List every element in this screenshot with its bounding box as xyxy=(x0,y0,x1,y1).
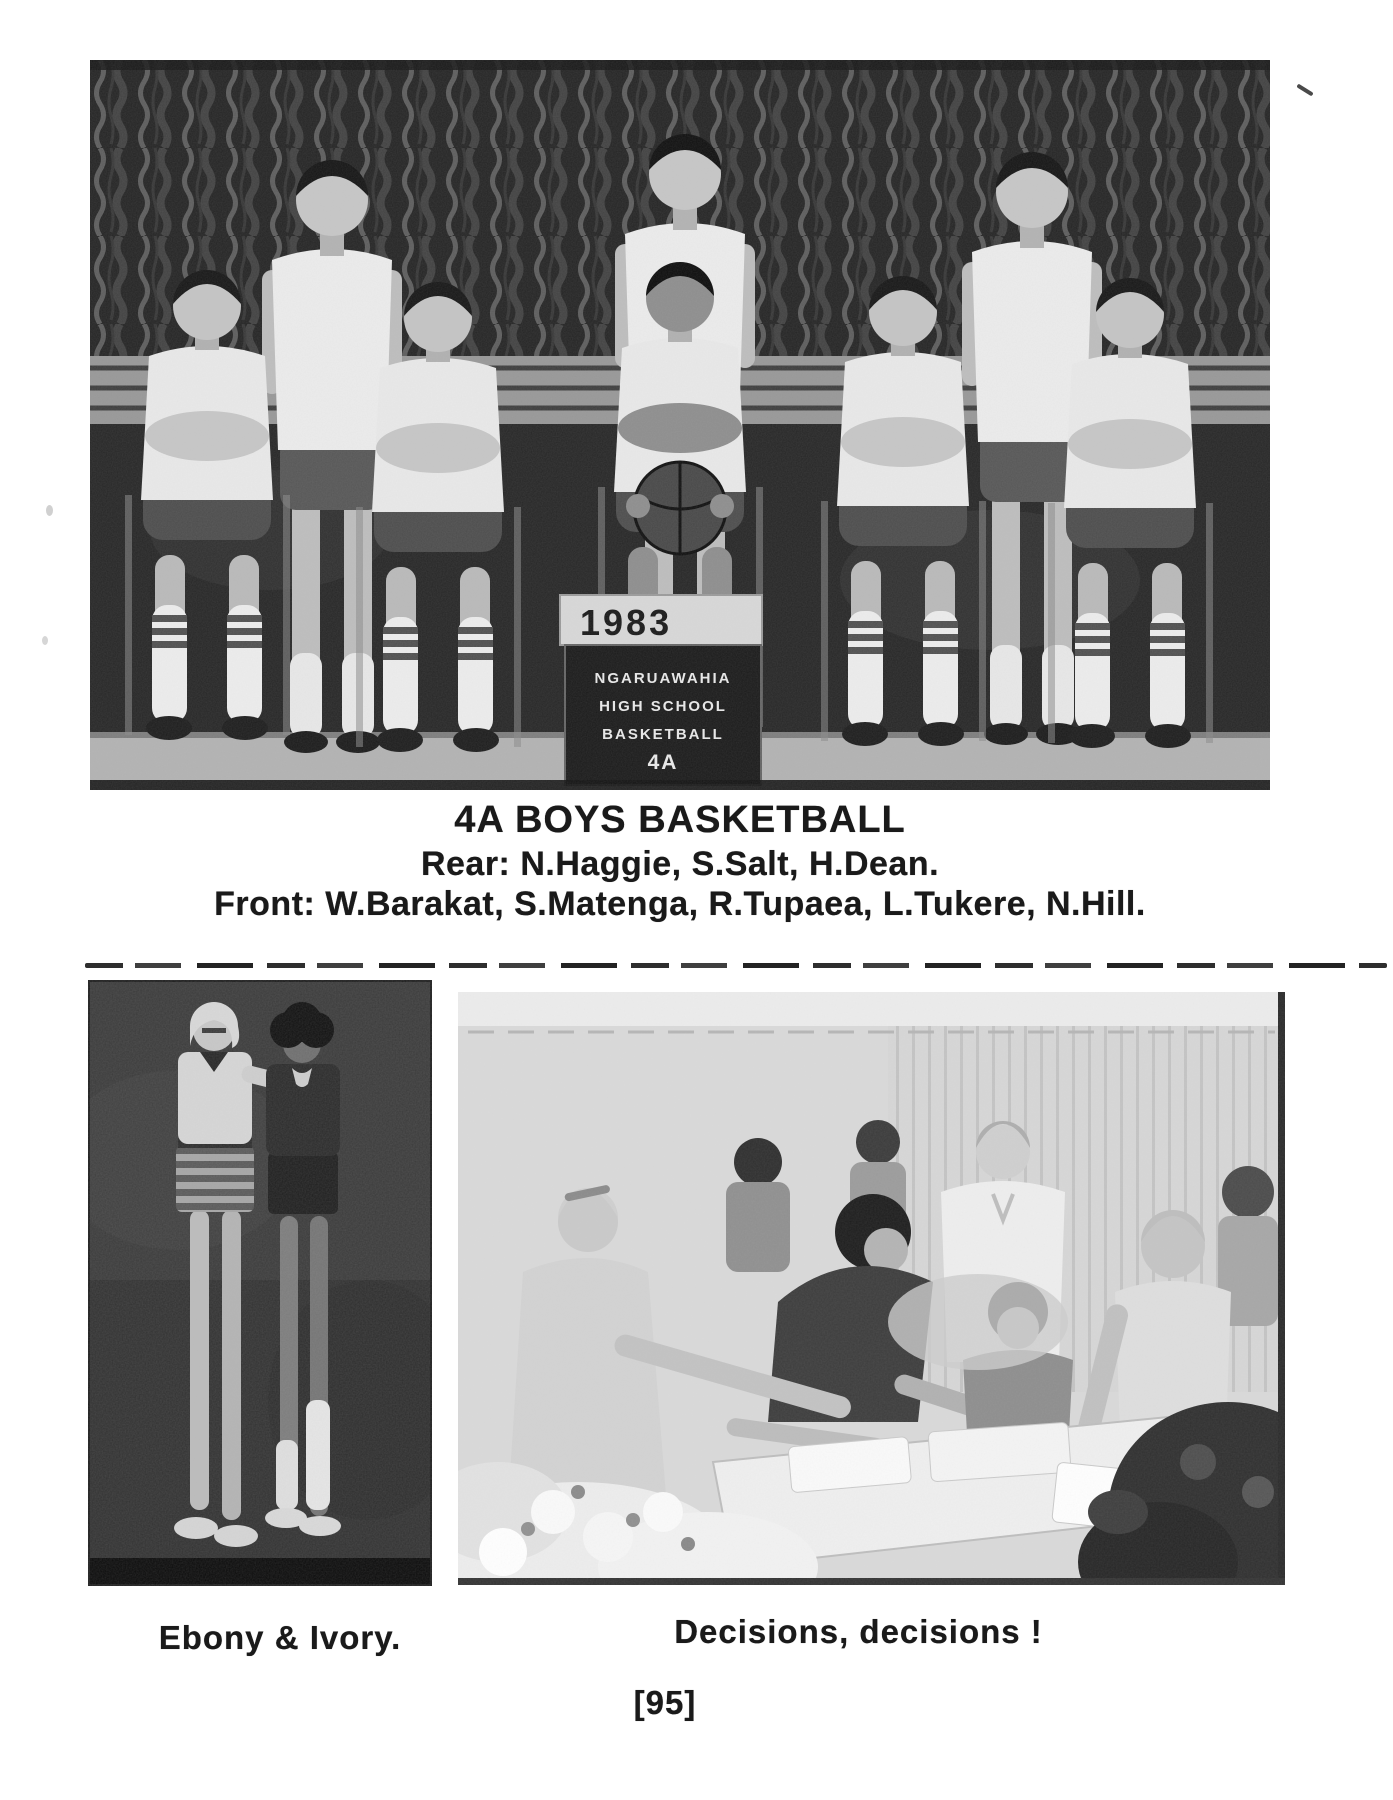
sign-school-line1: NGARUAWAHIA xyxy=(594,670,732,687)
sign-team-grade: 4A xyxy=(647,751,679,774)
sign-year: 1983 xyxy=(580,602,673,643)
team-caption-title: 4A BOYS BASKETBALL xyxy=(454,799,906,841)
team-caption-rear: Rear: N.Haggie, S.Salt, H.Dean. xyxy=(420,845,940,883)
sign-school-line2: HIGH SCHOOL xyxy=(599,698,727,715)
caption-ebony-ivory: Ebony & Ivory. xyxy=(158,1619,402,1656)
scan-artifact-speck xyxy=(46,505,53,516)
sign-sport: BASKETBALL xyxy=(602,726,724,743)
ebony-ivory-photo xyxy=(88,980,432,1586)
scan-artifact-tick xyxy=(1296,84,1313,97)
page-number: [95] xyxy=(633,1684,697,1721)
dashed-separator-line xyxy=(85,963,1387,968)
team-photo xyxy=(90,60,1270,790)
decisions-photo xyxy=(458,992,1285,1585)
photo-grain xyxy=(90,60,1270,790)
caption-decisions: Decisions, decisions ! xyxy=(674,1613,1043,1650)
team-caption-front: Front: W.Barakat, S.Matenga, R.Tupaea, L.Tukere, N.Hill. xyxy=(214,885,1146,923)
scan-artifact-speck xyxy=(42,636,48,645)
